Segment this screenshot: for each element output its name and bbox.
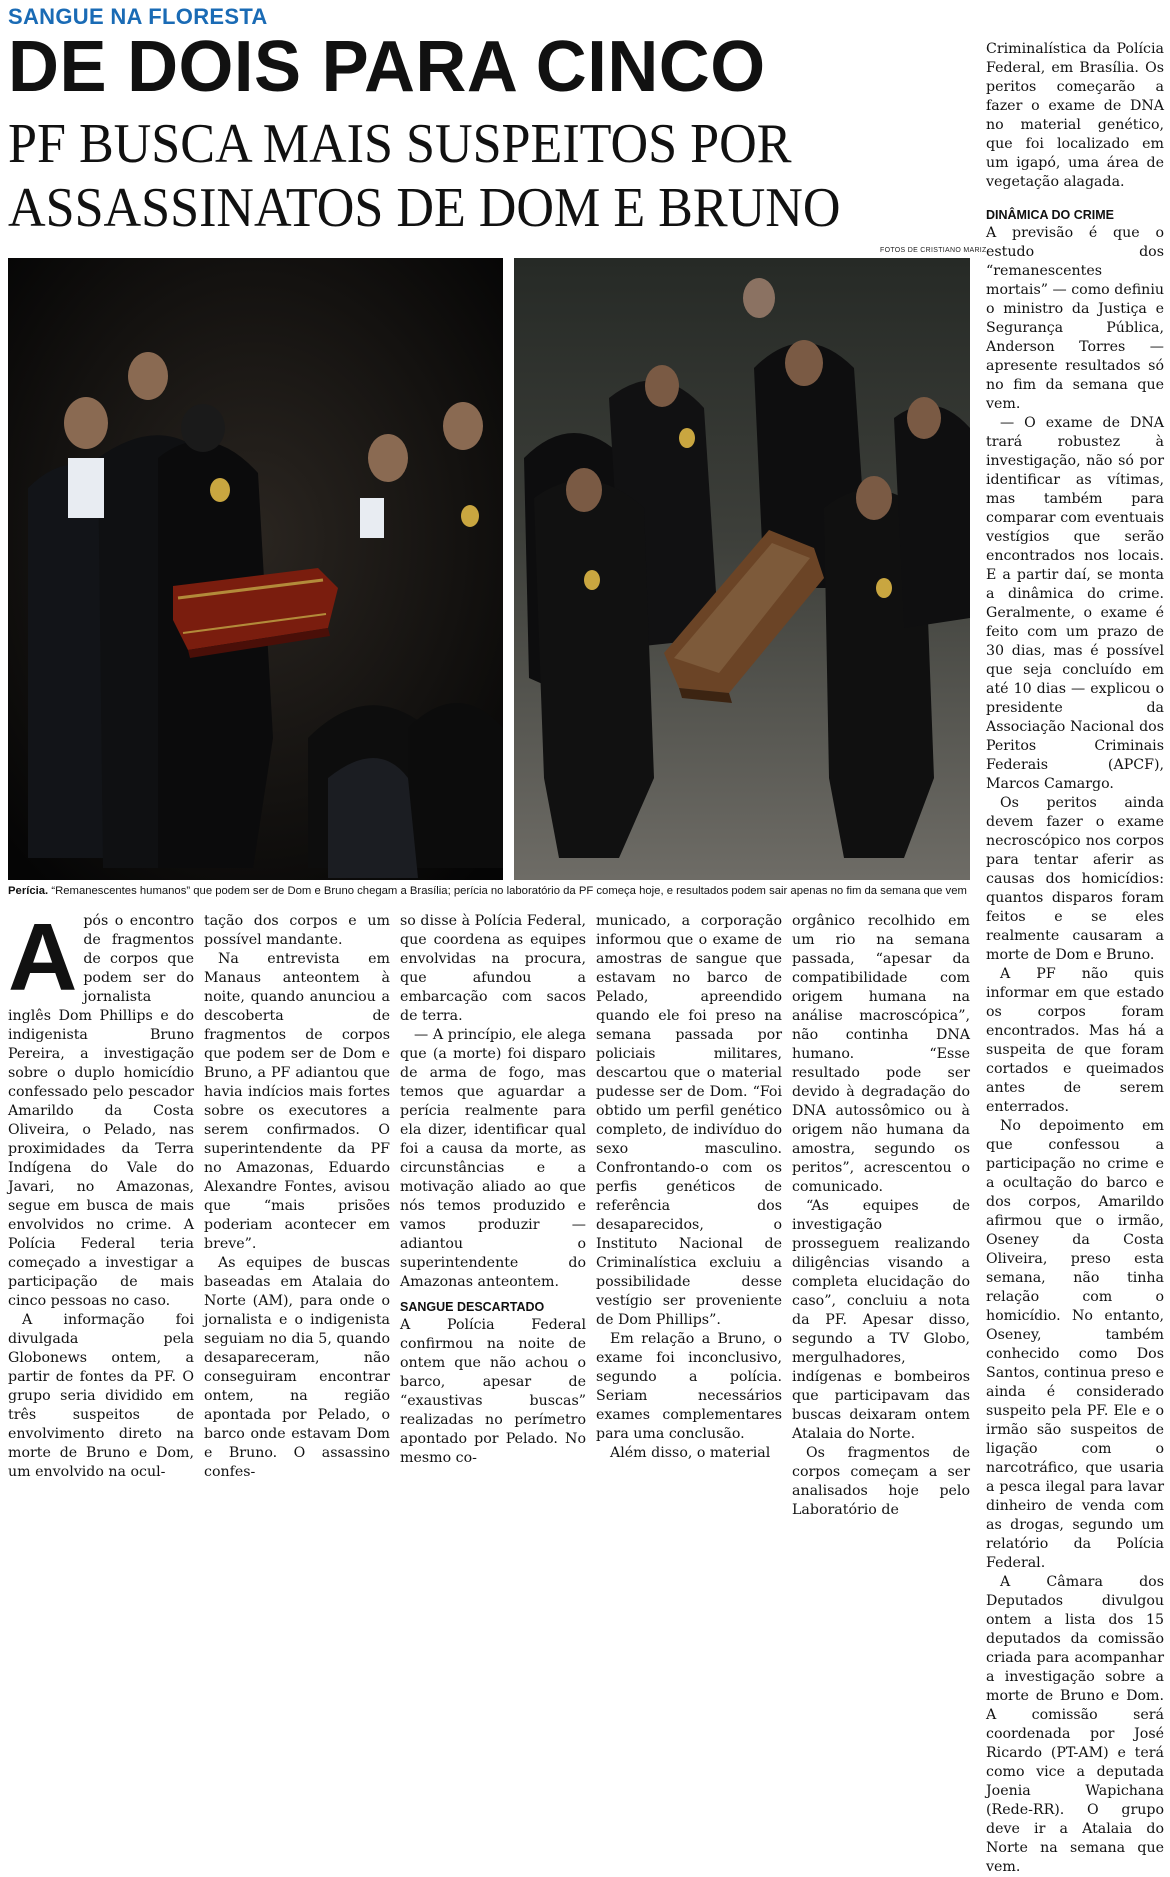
paragraph: A previsão é que o estudo dos “remanescentes mortais” — como definiu o ministro da Justiça e Segurança Pública, Anderson Torres — apresente resultados só no fim da semana que vem. (986, 225, 1164, 412)
paragraph: A Câmara dos Deputados divulgou ontem a lista dos 15 deputados da comissão criada para acompanhar a investigação sobre a morte de Bruno e Dom. A comissão será coordenada por José Ricardo (PT-AM) e terá como vice a deputada Joenia Wapichana (Rede-RR). O grupo deve ir a Atalaia do Norte na semana que vem. (986, 1574, 1164, 1875)
paragraph: A PF não quis informar em que estado os corpos foram encontrados. Mas há a suspeita de que foram cortados e queimados antes de serem enterrados. (986, 966, 1164, 1115)
photo-coffin-left (8, 258, 503, 880)
article-column-4 (596, 912, 782, 1461)
paragraph: Os fragmentos de corpos começam a ser analisados hoje pelo Laboratório de (792, 1445, 970, 1518)
paragraph: A informação foi divulgada pela Globonews ontem, a partir de fontes da PF. O grupo seria dividido em três suspeitos de envolvimento direto na morte de Bruno e Dom, um envolvido na ocul- (8, 1312, 194, 1480)
paragraph: As equipes de buscas baseadas em Atalaia do Norte (AM), para onde o jornalista e o indigenista seguiam no dia 5, quando desapareceram, não conseguiram encontrar ontem, na região apontada por Pelado, o barco onde estavam Dom e Bruno. O assassino confes- (204, 1255, 390, 1480)
section-heading: DINÂMICA DO CRIME (986, 208, 1115, 222)
article-column-1 (8, 904, 194, 1480)
paragraph: No depoimento em que confessou a participação no crime e a ocultação do barco e dos corpos, Amarildo afirmou que o irmão, Oseney da Costa Oliveira, preso esta semana, não tinha relação com o homicídio. No entanto, Oseney, também conhecido como Dos Santos, continua preso e ainda é considerado suspeito pela PF. Ele e o irmão são suspeitos de ligação com o narcotráfico, que usaria a pesca ilegal para lavar dinheiro de venda com as drogas, segundo um relatório da Polícia Federal. (986, 1118, 1164, 1571)
subheadline (8, 112, 968, 240)
article-column-5 (792, 912, 970, 1518)
subhead-line-2: ASSASSINATOS DE DOM E BRUNO (8, 177, 841, 239)
photo-scene-right (514, 258, 970, 880)
paragraph: so disse à Polícia Federal, que coordena as equipes envolvidas na procura, que afundou a embarcação com sacos de terra. (400, 913, 586, 1024)
subhead-line-1: PF BUSCA MAIS SUSPEITOS POR (8, 113, 792, 175)
paragraph: Além disso, o material (610, 1445, 771, 1461)
paragraph: — O exame de DNA trará robustez à investigação, não só por identificar as vítimas, mas também para comparar com eventuais vestígios que serão encontrados nos locais. E a partir daí, se monta a dinâmica do crime. Geralmente, o exame é feito com um prazo de 30 dias, mas é possível que seja concluído em até 10 dias — explicou o presidente da Associação Nacional dos Peritos Criminais Federais (APCF), Marcos Camargo. (986, 415, 1164, 792)
caption-text: “Remanescentes humanos” que podem ser de Dom e Bruno chegam a Brasília; perícia no laboratório da PF começa hoje, e resultados podem sair apenas no fim da semana que vem (48, 885, 967, 897)
paragraph: Os peritos ainda devem fazer o exame necroscópico nos corpos para tentar aferir as causas dos homicídios: quantos disparos foram feitos e se eles realmente causaram a morte de Dom e Bruno. (986, 795, 1164, 963)
paragraph: orgânico recolhido em um rio na semana passada, “apesar da compatibilidade com origem humana na análise macroscópica”, não continha DNA humano. “Esse resultado pode ser devido à degradação do DNA autossômico ou à origem não humana da amostra, segundo os peritos”, acrescentou o comunicado. (792, 913, 970, 1195)
headline: DE DOIS PARA CINCO (8, 27, 766, 107)
lead-text: pós o encontro de fragmentos de corpos que podem ser do jornalista inglês Dom Phillips e do indigenista Bruno Pereira, a investigação sobre o duplo homicídio confessado pelo pescador Amarildo da Costa Oliveira, o Pelado, nas proximidades da Terra Indígena do Vale do Javari, no Amazonas, segue em busca de mais envolvidos no crime. A Polícia Federal teria começado a investigar a participação de mais cinco pessoas no caso. (8, 913, 194, 1309)
paragraph: Criminalística da Polícia Federal, em Brasília. Os peritos começarão a fazer o exame de DNA no material genético, que foi localizado em um igapó, uma área de vegetação alagada. (986, 41, 1164, 190)
photo-caption (8, 884, 970, 898)
section-kicker: SANGUE NA FLORESTA (8, 4, 268, 29)
lead-paragraph (8, 904, 194, 1311)
photo-credit: FOTOS DE CRISTIANO MARIZ (880, 247, 987, 254)
section-heading: SANGUE DESCARTADO (400, 1300, 545, 1314)
article-column-2 (204, 912, 390, 1480)
paragraph: “As equipes de investigação prosseguem realizando diligências visando a completa elucidação do caso”, concluiu a nota da PF. Apesar disso, segundo a TV Globo, mergulhadores, indígenas e bombeiros que participavam das buscas deixaram ontem Atalaia do Norte. (792, 1198, 970, 1442)
caption-label: Perícia. (8, 885, 49, 897)
drop-cap: A (8, 904, 78, 1011)
paragraph: tação dos corpos e um possível mandante. (204, 913, 390, 948)
article-column-right (986, 40, 1164, 1875)
article-column-3 (400, 912, 586, 1466)
photo-coffin-right (514, 258, 970, 880)
paragraph: Na entrevista em Manaus anteontem à noite, quando anunciou a descoberta de fragmentos de corpos que podem ser de Dom e Bruno, a PF adiantou que havia indícios mais fortes sobre os executores a serem confirmados. O superintendente da PF no Amazonas, Eduardo Alexandre Fontes, avisou que “mais prisões poderiam acontecer em breve”. (204, 951, 390, 1252)
paragraph: — A princípio, ele alega que (a morte) foi disparo de arma de fogo, mas temos que aguardar a perícia realmente para ela dizer, identificar qual foi a causa da morte, as circunstâncias e a motivação aliado ao que nós temos produzido e vamos produzir — adiantou o superintendente do Amazonas anteontem. (400, 1027, 586, 1290)
photo-scene-left (8, 258, 503, 880)
paragraph: A Polícia Federal confirmou na noite de ontem que não achou o barco, apesar de “exaustivas buscas” realizadas no perímetro apontado por Pelado. No mesmo co- (400, 1317, 586, 1466)
paragraph: Em relação a Bruno, o exame foi inconclusivo, segundo a polícia. Seriam necessários exames complementares para uma conclusão. (596, 1331, 782, 1442)
paragraph: municado, a corporação informou que o exame de amostras de sangue que estavam no barco de Pelado, apreendido quando ele foi preso na semana passada por policiais militares, descartou que o material pudesse ser de Dom. “Foi obtido um perfil genético completo, de indivíduo do sexo masculino. Confrontando-o com os perfis genéticos de referência dos desaparecidos, o Instituto Nacional de Criminalística excluiu a possibilidade desse vestígio ser proveniente de Dom Phillips”. (596, 913, 782, 1328)
